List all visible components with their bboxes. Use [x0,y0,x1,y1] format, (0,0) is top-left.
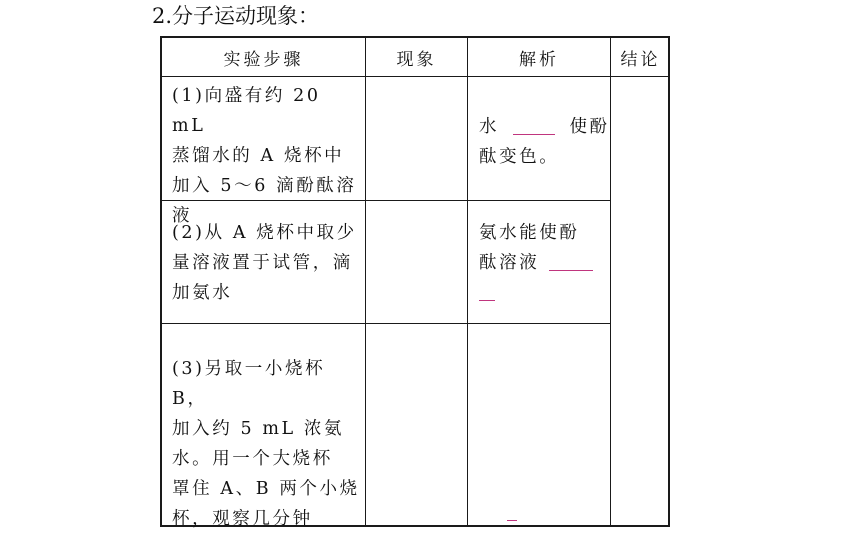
row3-step [172,354,362,534]
analysis-text: 酞变色。 [479,147,560,167]
header-conclusion: 结论 [620,49,661,70]
step-line: (2)从 A 烧杯中取少 [172,223,357,243]
fill-in-blank-continued[interactable] [479,282,495,301]
step-line: 水。用一个大烧杯 [172,449,333,469]
column-divider [467,38,468,525]
row2-step [172,218,362,308]
step-line: 液 [172,206,193,226]
experiment-table [160,36,670,527]
step-line: 量溶液置于试管，滴 [172,253,353,273]
column-divider [365,38,366,525]
step-line: (3)另取一小烧杯 B， [172,359,326,409]
header-divider [162,76,610,77]
header-analysis: 解析 [519,49,559,70]
section-title: 2.分子运动现象： [152,4,320,28]
analysis-text: 氨水能使酚 [479,223,580,243]
fill-in-blank[interactable] [549,252,593,271]
step-line: 加入约 5 mL 浓氨 [172,419,345,439]
row2-analysis [479,218,607,308]
fill-in-blank[interactable] [513,116,555,135]
step-line: 罩住 A、B 两个小烧 [172,479,360,499]
step-line: 杯，观察几分钟 [172,509,313,529]
analysis-text: 水 [479,117,500,137]
analysis-text: 使酚 [569,117,610,137]
step-line: (1)向盛有约 20 mL [172,86,321,136]
step-line: 加氨水 [172,283,233,303]
header-steps: 实验步骤 [223,49,304,70]
step-line: 加入 5～6 滴酚酞溶 [172,176,357,196]
row-divider [162,323,610,324]
step-line: 蒸馏水的 A 烧杯中 [172,146,345,166]
row1-step [172,81,362,231]
row1-analysis [479,112,610,172]
blank-mark [507,520,517,521]
header-phenomenon: 现象 [396,49,437,70]
column-divider [610,38,611,525]
header-divider [610,76,670,77]
analysis-text: 酞溶液 [479,253,540,273]
